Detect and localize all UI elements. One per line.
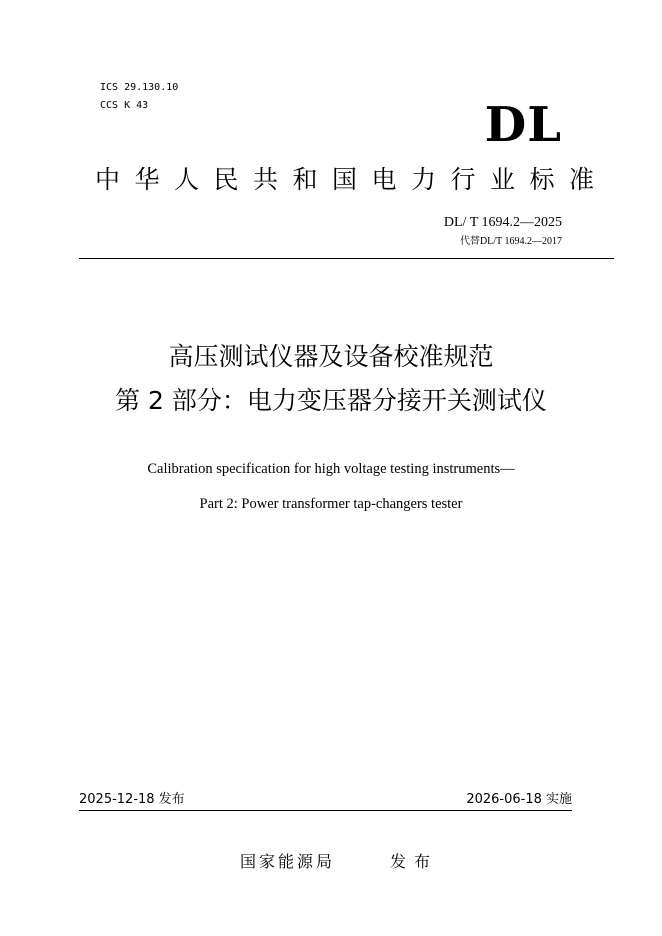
title-english-main: Calibration specification for high voltage testing instruments— [147, 461, 515, 477]
footer-divider [79, 810, 572, 811]
standard-number: DL/ T 1694.2—2025 [443, 215, 562, 230]
industry-standard-title: 中华人民共和国电力行业标准 [95, 165, 609, 194]
header-divider [79, 258, 614, 259]
issuing-authority: 国家能源局 [240, 852, 336, 871]
title-chinese-part: 第 2 部分：电力变压器分接开关测试仪 [115, 386, 547, 415]
ics-code: ICS 29.130.10 [100, 82, 179, 93]
ccs-code: CCS K 43 [100, 100, 149, 111]
publish-label: 发布 [390, 852, 439, 871]
title-english-part: Part 2: Power transformer tap-changers tester [199, 496, 463, 512]
title-chinese-main: 高压测试仪器及设备校准规范 [168, 342, 494, 371]
dl-logo: DL [484, 97, 562, 153]
replaces-standard: 代替DL/T 1694.2—2017 [459, 236, 562, 247]
issue-date: 2025-12-18 发布 [79, 792, 185, 807]
implementation-date: 2026-06-18 实施 [466, 792, 572, 807]
